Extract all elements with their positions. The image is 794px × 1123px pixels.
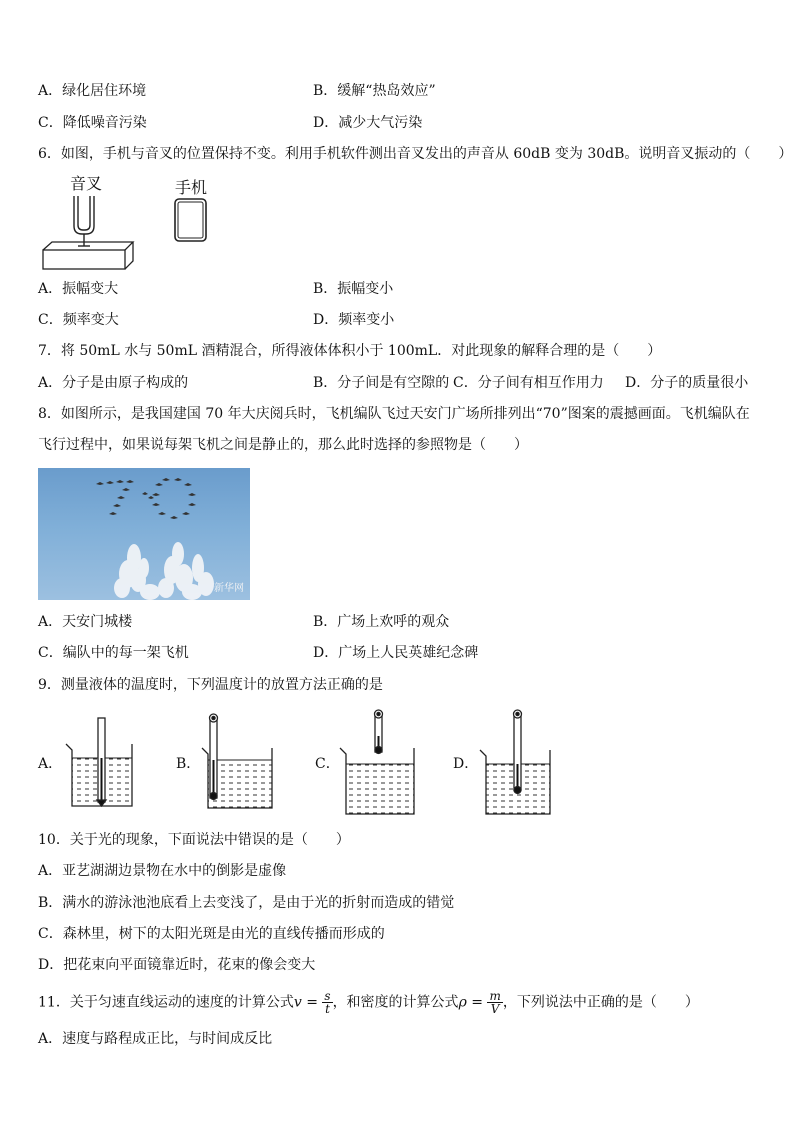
q5-option-b: B．缓解“热岛效应” [313,83,436,99]
q8-option-c: C．编队中的每一架飞机 [38,645,189,661]
q6-option-a: A．振幅变大 [38,281,119,297]
q6-option-b: B．振幅变小 [313,281,394,297]
q11-stem-post: ，下列说法中正确的是（ ） [502,994,699,1011]
formula-V: V [490,1002,500,1016]
q6-option-c: C．频率变大 [38,312,119,328]
q9-option-b: B． [176,756,201,772]
q9-stem: 9．测量液体的温度时，下列温度计的放置方法正确的是 [38,677,383,693]
beaker-c-icon [340,710,414,814]
fork-label: 音叉 [70,174,103,193]
q6-stem: 6．如图，手机与音叉的位置保持不变。利用手机软件测出音叉发出的声音从 60dB 变为 30dB。说明音叉振动的（ ） [38,146,793,162]
q7-option-b: B．分子间是有空隙的 [313,375,450,391]
q10-option-c: C．森林里，树下的太阳光斑是由光的直线传播而形成的 [38,926,385,942]
formula-speed-fraction [322,990,332,1015]
formula-v: v [293,994,302,1011]
q9-option-d: D． [453,756,479,772]
q5-option-c: C．降低噪音污染 [38,115,147,131]
formula-eq-1: = [301,994,323,1011]
beaker-d-icon [480,710,550,814]
beaker-b-icon [202,714,272,808]
aircraft-formation-0 [152,478,196,519]
parade-photo [38,468,250,600]
q10-option-d: D．把花束向平面镜靠近时，花束的像会变大 [38,957,316,973]
q8-stem-line2: 飞行过程中，如果说每架飞机之间是静止的，那么此时选择的参照物是（ ） [38,437,528,453]
q11-stem-mid: ，和密度的计算公式 [332,994,459,1011]
q9-option-a: A． [38,756,63,772]
tuning-fork-phone-diagram [38,172,218,272]
q5-option-a: A．绿化居住环境 [38,83,147,99]
q10-option-a: A．亚艺湖湖边景物在水中的倒影是虚像 [38,863,287,879]
formation-70-image [38,468,250,600]
q7-option-c: C．分子间有相互作用力 [453,375,604,391]
watermark: 新华网 [214,583,244,594]
q11-option-a: A．速度与路程成正比，与时间成反比 [38,1031,273,1047]
q6-figure [38,172,218,272]
q11-stem-pre: 11．关于匀速直线运动的速度的计算公式 [38,994,294,1011]
formula-s: s [324,989,331,1003]
q8-option-b: B．广场上欢呼的观众 [313,614,450,630]
tuning-fork-icon [74,196,94,246]
q7-stem: 7．将 50mL 水与 50mL 酒精混合，所得液体体积小于 100mL．对此现象的解释合理的是（ ） [38,343,662,359]
smoke-trails [114,542,214,600]
formula-rho: ρ [458,994,467,1011]
formula-eq-2: = [466,994,488,1011]
q9-option-c: C． [315,756,340,772]
q7-option-a: A．分子是由原子构成的 [38,375,189,391]
beaker-a-icon [66,718,132,806]
q5-option-d: D．减少大气污染 [313,115,423,131]
q7-option-d: D．分子的质量很小 [625,375,749,391]
q11-stem [38,990,699,1015]
q10-stem: 10．关于光的现象，下面说法中错误的是（ ） [38,832,350,848]
q8-option-d: D．广场上人民英雄纪念碑 [313,645,479,661]
aircraft-formation-7 [96,480,154,515]
q9-figures [60,708,560,820]
thermometer-beakers-diagram [60,708,560,820]
formula-t: t [325,1002,330,1016]
q6-option-d: D．频率变小 [313,312,395,328]
q10-option-b: B．满水的游泳池池底看上去变浅了，是由于光的折射而造成的错觉 [38,895,455,911]
phone-label: 手机 [175,178,208,197]
formula-m: m [489,989,501,1003]
formula-density-fraction [487,990,502,1015]
q8-stem-line1: 8．如图所示，是我国建国 70 年大庆阅兵时，飞机编队飞过天安门广场所排列出“70”图案的震撼画面。飞机编队在 [38,406,750,422]
q8-option-a: A．天安门城楼 [38,614,133,630]
phone-icon [175,199,206,241]
